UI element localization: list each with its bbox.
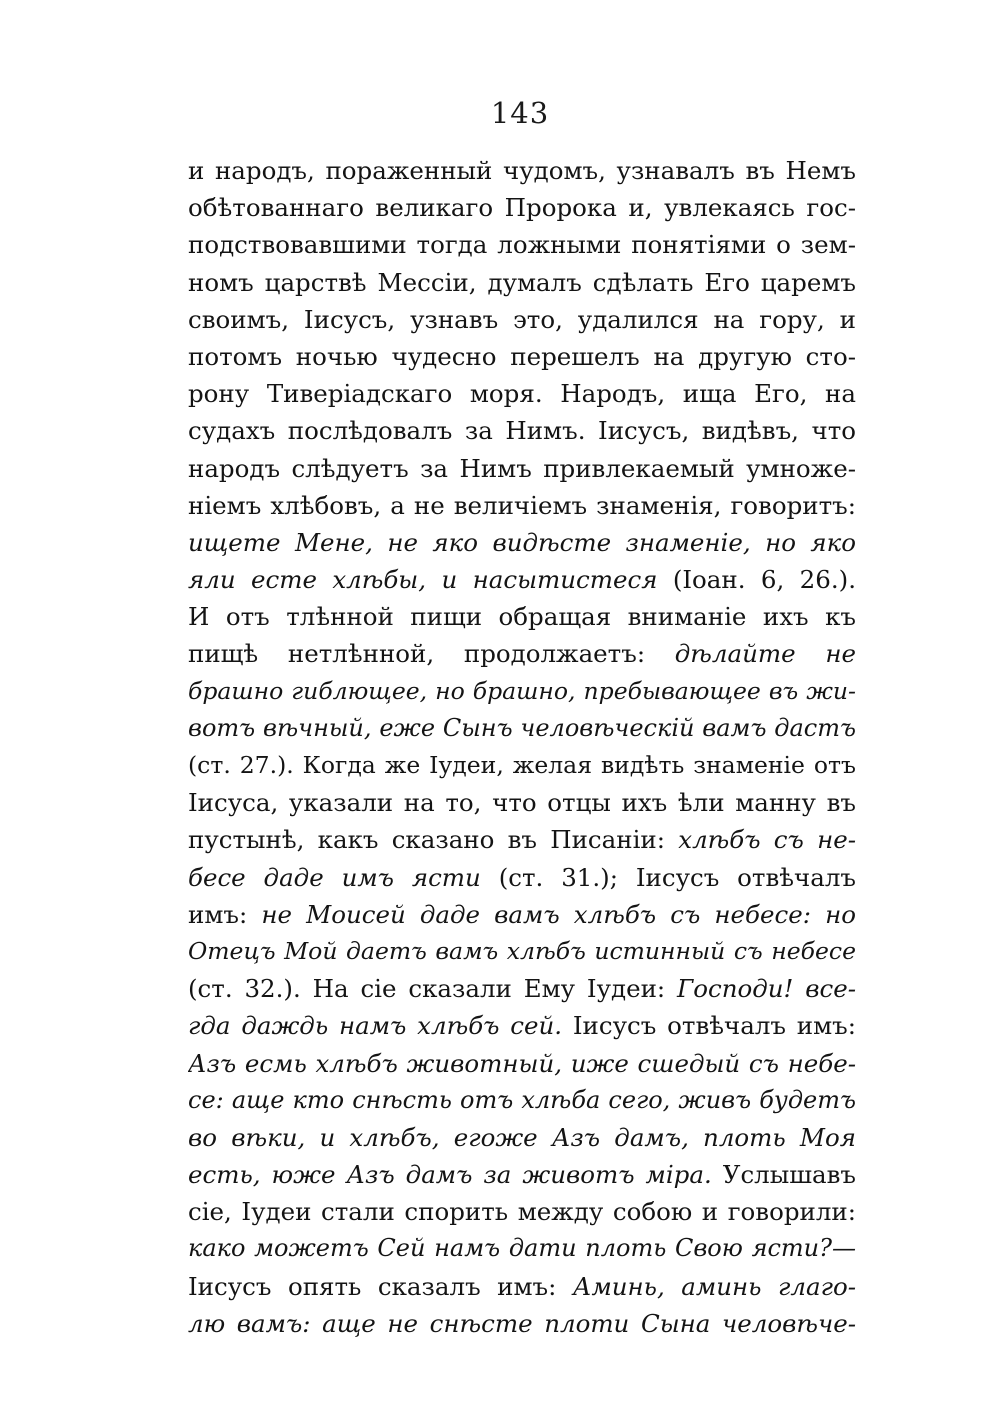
italic-text-segment: брашно гиблющее, но брашно, пребывающее въ жи-	[188, 676, 856, 705]
italic-text-segment: Отецъ Мой даетъ вамъ хлѣбъ истинный съ небесе	[188, 936, 856, 965]
text-line	[188, 635, 856, 672]
italic-text-segment: вотъ вѣчный, еже Сынъ человѣческій вамъ дастъ	[188, 713, 856, 742]
text-line	[188, 450, 856, 487]
text-segment: номъ царствѣ Мессіи, думалъ сдѣлать Его царемъ	[188, 267, 856, 297]
text-line	[188, 970, 856, 1007]
text-line	[188, 598, 856, 635]
text-line	[188, 412, 856, 449]
italic-text-segment: лю вамъ: аще не снѣсте плоти Сына человѣче-	[188, 1308, 856, 1338]
italic-text-segment: дѣлайте не	[674, 639, 856, 669]
text-segment: подствовавшими тогда ложными понятіями о зем-	[188, 230, 856, 260]
italic-text-segment: како можетъ Сей намъ дати плоть Свою ясти?—	[188, 1234, 856, 1263]
text-segment: обѣтованнаго великаго Пророка и, увлекаясь гос-	[188, 193, 856, 223]
text-line	[188, 1156, 856, 1193]
italic-text-segment: Господи! все-	[677, 974, 856, 1004]
italic-text-segment: яли есте хлѣбы, и насытистеся	[188, 565, 658, 595]
text-segment: сіе, Іудеи стали спорить между собою и говорили:	[188, 1197, 856, 1227]
text-line	[188, 896, 856, 933]
italic-text-segment: ищете Мене, не яко видѣсте знаменіе, но яко	[188, 527, 856, 557]
text-segment: потомъ ночью чудесно перешелъ на другую сто-	[188, 341, 856, 371]
text-line	[188, 226, 856, 263]
italic-text-segment: Азъ есмь хлѣбъ животный, иже сшедый съ небе-	[188, 1048, 856, 1078]
text-segment: народъ слѣдуетъ за Нимъ привлекаемый умноже-	[188, 453, 856, 483]
text-segment: (ст. 32.). На сіе сказали Ему Іудеи:	[188, 974, 678, 1004]
text-segment: рону Тиверіадскаго моря. Народъ, ища Его, на	[188, 379, 856, 409]
text-line	[188, 1119, 856, 1156]
italic-text-segment: хлѣбъ съ не-	[678, 825, 856, 855]
text-line	[188, 747, 856, 784]
text-line	[188, 375, 856, 412]
text-line	[188, 859, 856, 896]
text-line	[188, 673, 856, 710]
text-line	[188, 1268, 856, 1305]
italic-text-segment: есть, юже Азъ дамъ за животъ міра.	[188, 1160, 712, 1190]
text-line	[188, 1082, 856, 1119]
text-line	[188, 1007, 856, 1044]
text-line	[188, 264, 856, 301]
text-line	[188, 152, 856, 189]
text-segment: имъ:	[188, 899, 262, 929]
text-line	[188, 933, 856, 970]
text-segment: пустынѣ, какъ сказано въ Писаніи:	[188, 825, 679, 855]
text-segment: своимъ, Іисусъ, узнавъ это, удалился на гору, и	[188, 304, 856, 334]
text-line	[188, 561, 856, 598]
text-line	[188, 487, 856, 524]
text-segment: (Іоан. 6, 26.).	[657, 565, 856, 595]
body-text	[188, 152, 856, 1342]
text-line	[188, 710, 856, 747]
page-number: 143	[490, 96, 550, 130]
italic-text-segment: не Моисей даде вамъ хлѣбъ съ небесе: но	[261, 899, 856, 929]
text-segment: пищѣ нетлѣнной, продолжаетъ:	[188, 639, 675, 669]
text-line	[188, 189, 856, 226]
text-segment: и народъ, пораженный чудомъ, узнавалъ въ Немъ	[188, 156, 856, 185]
text-segment: (ст. 31.); Іисусъ отвѣчалъ	[480, 862, 856, 892]
italic-text-segment: бесе даде имъ ясти	[188, 862, 481, 892]
text-line	[188, 1305, 856, 1342]
text-segment: Іисусъ отвѣчалъ имъ:	[562, 1011, 856, 1041]
text-line	[188, 821, 856, 858]
italic-text-segment: се: аще кто снѣсть отъ хлѣба сего, живъ будетъ	[188, 1085, 856, 1114]
text-segment: (ст. 27.). Когда же Іудеи, желая видѣть знаменіе отъ	[188, 751, 856, 779]
italic-text-segment: гда даждь намъ хлѣбъ сей.	[188, 1011, 563, 1041]
italic-text-segment: Аминь, аминь глаго-	[572, 1271, 856, 1301]
text-line	[188, 338, 856, 375]
text-line	[188, 1230, 856, 1267]
text-segment: Услышавъ	[711, 1160, 856, 1190]
text-line	[188, 784, 856, 821]
text-segment: И отъ тлѣнной пищи обращая вниманіе ихъ къ	[188, 602, 856, 632]
text-segment: Іисусъ опять сказалъ имъ:	[188, 1271, 573, 1301]
text-segment: ніемъ хлѣбовъ, а не величіемъ знаменія, говоритъ:	[188, 490, 856, 520]
text-line	[188, 524, 856, 561]
italic-text-segment: во вѣки, и хлѣбъ, егоже Азъ дамъ, плоть Моя	[188, 1122, 856, 1152]
text-segment: Іисуса, указали на то, что отцы ихъ ѣли манну въ	[188, 788, 856, 818]
text-segment: судахъ послѣдовалъ за Нимъ. Іисусъ, видѣвъ, что	[188, 416, 856, 446]
text-line	[188, 1045, 856, 1082]
text-line	[188, 301, 856, 338]
text-line	[188, 1193, 856, 1230]
